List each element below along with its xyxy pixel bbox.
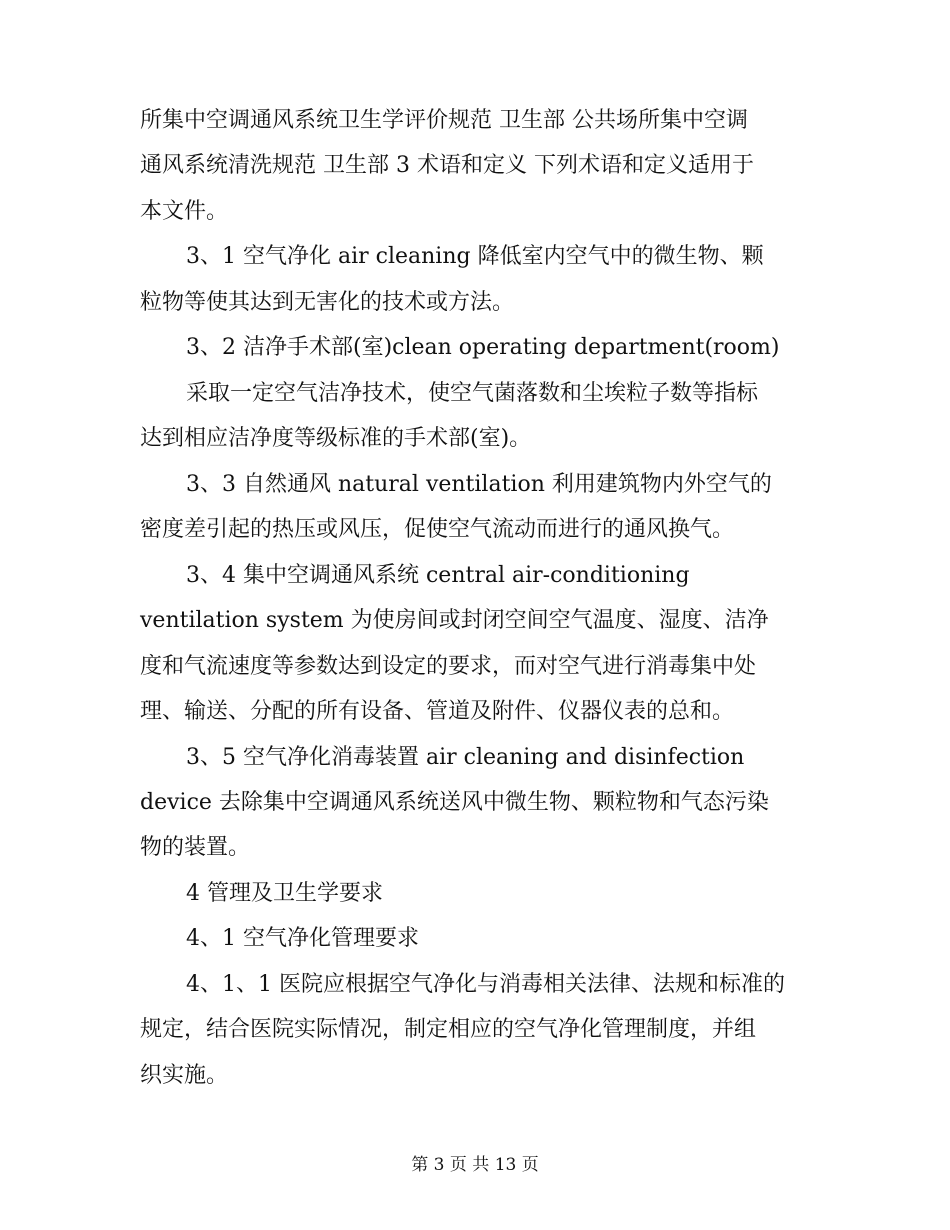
text-line: 达到相应洁净度等级标准的手术部(室)。 [140, 426, 532, 451]
text-line: 采取一定空气洁净技术，使空气菌落数和尘埃粒子数等指标 [186, 381, 759, 406]
text-line: 3、1 空气净化 air cleaning 降低室内空气中的微生物、颗 [186, 244, 764, 269]
text-line: 3、2 洁净手术部(室)clean operating department(room) [186, 335, 780, 360]
text-line: 密度差引起的热压或风压，促使空气流动而进行的通风换气。 [140, 517, 735, 542]
text-line: device 去除集中空调通风系统送风中微生物、颗粒物和气态污染 [140, 790, 769, 815]
text-line: ventilation system 为使房间或封闭空间空气温度、湿度、洁净 [140, 608, 769, 633]
text-line: 3、4 集中空调通风系统 central air-conditioning [186, 563, 690, 588]
text-line: 度和气流速度等参数达到设定的要求，而对空气进行消毒集中处 [140, 654, 757, 679]
text-line: 规定，结合医院实际情况，制定相应的空气净化管理制度，并组 [140, 1017, 757, 1042]
text-line: 理、输送、分配的所有设备、管道及附件、仪器仪表的总和。 [140, 699, 735, 724]
text-line: 本文件。 [140, 199, 229, 224]
text-line: 通风系统清洗规范 卫生部 3 术语和定义 下列术语和定义适用于 [140, 153, 754, 178]
text-line: 3、5 空气净化消毒装置 air cleaning and disinfection [186, 745, 745, 770]
page-number-footer: 第 3 页 共 13 页 [411, 1155, 539, 1175]
section-heading: 4 管理及卫生学要求 [186, 881, 383, 906]
text-line: 4、1、1 医院应根据空气净化与消毒相关法律、法规和标准的 [186, 972, 785, 997]
text-line: 所集中空调通风系统卫生学评价规范 卫生部 公共场所集中空调 [140, 108, 748, 133]
text-line: 粒物等使其达到无害化的技术或方法。 [140, 290, 515, 315]
subsection-heading: 4、1 空气净化管理要求 [186, 926, 419, 951]
text-line: 3、3 自然通风 natural ventilation 利用建筑物内外空气的 [186, 472, 772, 497]
text-line: 织实施。 [140, 1063, 229, 1088]
text-line: 物的装置。 [140, 835, 251, 860]
